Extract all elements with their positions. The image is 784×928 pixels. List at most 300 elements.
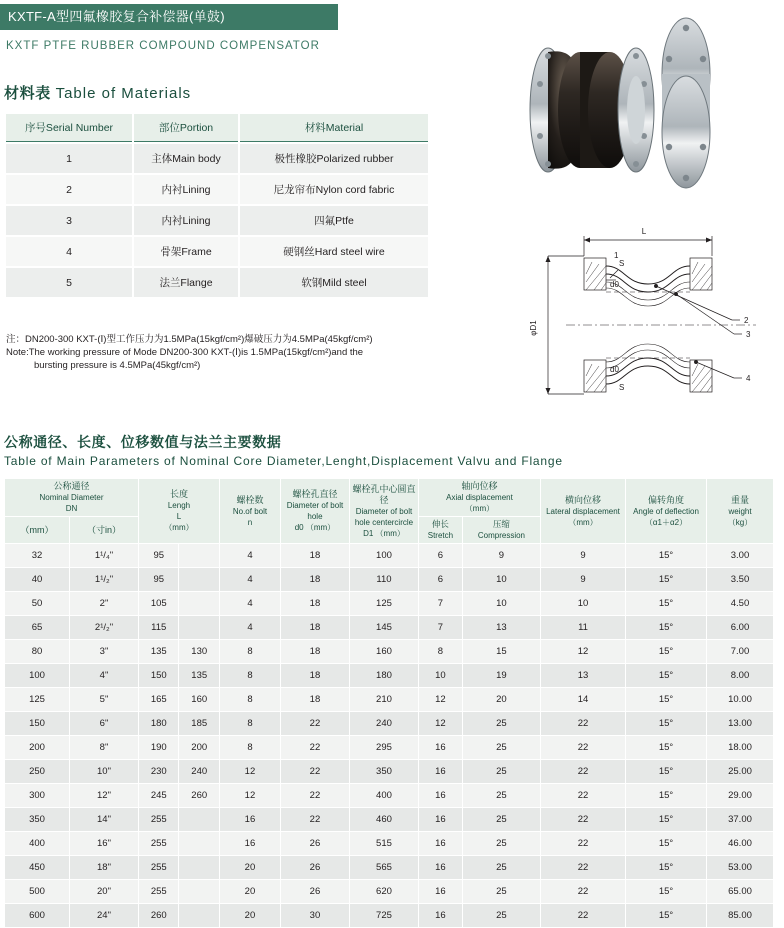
cell-dn-mm: 32 <box>5 544 69 567</box>
cell-angle: 15° <box>626 664 706 687</box>
cell-d0: 22 <box>281 760 349 783</box>
col-weight-cn: 重量 <box>730 494 749 505</box>
cell-len-b: 240 <box>179 760 218 783</box>
cell-weight: 4.50 <box>707 592 773 615</box>
col-stretch-en: Stretch <box>427 531 454 540</box>
cell-angle: 15° <box>626 880 706 903</box>
cell-dn-mm: 200 <box>5 736 69 759</box>
cell-len-b <box>179 904 218 927</box>
cell-weight: 10.00 <box>707 688 773 711</box>
cell-stretch: 16 <box>419 736 462 759</box>
col-compress-cn: 压缩 <box>492 519 510 529</box>
cell-bolt-n: 12 <box>220 760 280 783</box>
cell-len-a: 245 <box>139 784 178 807</box>
cell-weight: 3.00 <box>707 544 773 567</box>
product-photo <box>516 14 778 214</box>
col-bolt-number <box>220 479 280 543</box>
cell-dn-in: 2¹/₂" <box>70 616 138 639</box>
cell-dn-in: 3" <box>70 640 138 663</box>
col-dn-en: Nominal Diameter <box>39 493 104 502</box>
cell-dn-mm: 40 <box>5 568 69 591</box>
cell-stretch: 16 <box>419 808 462 831</box>
cell-bolt-n: 20 <box>220 880 280 903</box>
col-dn-sym: DN <box>65 504 78 513</box>
cell-d1: 400 <box>350 784 418 807</box>
cell-compress: 25 <box>463 856 540 879</box>
dim-label-d1: φD1 <box>529 320 538 336</box>
cell-lateral: 13 <box>541 664 625 687</box>
col-lateral-en: Lateral displacement <box>546 506 620 516</box>
callout-3: 3 <box>746 330 751 339</box>
col-bolt-hole-circle <box>350 479 418 543</box>
cell-len-b <box>179 544 218 567</box>
cell-angle: 15° <box>626 592 706 615</box>
cell-len-b <box>179 832 218 855</box>
callout-1: 1 <box>614 251 619 260</box>
cell-weight: 6.00 <box>707 616 773 639</box>
col-axial-displacement <box>419 479 540 516</box>
cell-stretch: 10 <box>419 664 462 687</box>
cell-dn-mm: 400 <box>5 832 69 855</box>
cell-dn-in: 16" <box>70 832 138 855</box>
col-bolt-hole-diameter <box>281 479 349 543</box>
col-lateral-cn: 横向位移 <box>564 494 601 505</box>
cell-angle: 15° <box>626 808 706 831</box>
cell-angle: 15° <box>626 568 706 591</box>
cell-len-b: 260 <box>179 784 218 807</box>
col-angle-cn: 偏转角度 <box>647 494 684 505</box>
cell-material: 四氟Ptfe <box>240 206 428 235</box>
table-row <box>5 592 773 615</box>
table-row <box>5 568 773 591</box>
cell-material: 尼龙帘布Nylon cord fabric <box>240 175 428 204</box>
cell-d0: 18 <box>281 688 349 711</box>
cell-compress: 25 <box>463 880 540 903</box>
cell-angle: 15° <box>626 688 706 711</box>
col-serial: 序号Serial Number <box>6 114 132 142</box>
col-nominal-diameter <box>5 479 138 516</box>
table-row <box>5 736 773 759</box>
col-weight-en: weight <box>728 506 752 516</box>
cell-bolt-n: 12 <box>220 784 280 807</box>
table-row <box>5 856 773 879</box>
cell-d0: 26 <box>281 856 349 879</box>
cell-len-a: 115 <box>139 616 178 639</box>
col-len-sym: L <box>176 512 182 521</box>
params-heading-cn: 公称通径、长度、位移数值与法兰主要数据 <box>4 434 282 450</box>
param-header-row-1 <box>5 479 773 516</box>
cell-dn-in: 1¹/₄" <box>70 544 138 567</box>
cell-bolt-n: 4 <box>220 592 280 615</box>
cell-compress: 10 <box>463 568 540 591</box>
cell-compress: 19 <box>463 664 540 687</box>
params-heading-en: Table of Main Parameters of Nominal Core Diameter,Lenght,Displacement Valvu and Flange <box>4 454 563 468</box>
cell-len-a: 150 <box>139 664 178 687</box>
col-weight-unit: （kg） <box>727 517 753 527</box>
cell-d0: 18 <box>281 568 349 591</box>
cell-len-b: 160 <box>179 688 218 711</box>
cell-weight: 25.00 <box>707 760 773 783</box>
cell-angle: 15° <box>626 544 706 567</box>
table-header-row <box>6 114 428 142</box>
cell-portion: 骨架Frame <box>134 237 238 266</box>
cell-stretch: 16 <box>419 832 462 855</box>
param-body <box>5 544 773 927</box>
col-lateral-unit: （mm） <box>568 517 598 527</box>
cell-len-a: 105 <box>139 592 178 615</box>
cell-angle: 15° <box>626 640 706 663</box>
cell-compress: 25 <box>463 712 540 735</box>
col-axial-cn: 轴向位移 <box>461 481 498 491</box>
cell-len-b: 185 <box>179 712 218 735</box>
col-boltdia-cn: 螺栓孔直径 <box>292 489 338 499</box>
table-row <box>6 206 428 235</box>
materials-heading <box>4 82 191 103</box>
cell-compress: 15 <box>463 640 540 663</box>
materials-heading-en: Table of Materials <box>55 85 192 102</box>
cell-dn-in: 4" <box>70 664 138 687</box>
callout-2: 2 <box>744 316 749 325</box>
table-row <box>5 880 773 903</box>
cell-len-a: 95 <box>139 568 178 591</box>
table-row <box>5 664 773 687</box>
page-title: KXTF-A型四氟橡胶复合补偿器(单鼓) <box>0 4 338 30</box>
cell-material: 硬钢丝Hard steel wire <box>240 237 428 266</box>
cell-bolt-n: 8 <box>220 664 280 687</box>
cell-len-b: 130 <box>179 640 218 663</box>
table-row <box>6 175 428 204</box>
cell-lateral: 9 <box>541 568 625 591</box>
cell-angle: 15° <box>626 616 706 639</box>
cell-angle: 15° <box>626 712 706 735</box>
col-dn-cn: 公称通径 <box>53 481 90 491</box>
cell-d0: 18 <box>281 664 349 687</box>
col-boltnum-cn: 螺栓数 <box>236 494 264 505</box>
cell-dn-in: 1¹/₂" <box>70 568 138 591</box>
cell-len-b <box>179 808 218 831</box>
dim-label-l: L <box>641 227 647 236</box>
note-line-1: 注：DN200-300 KXT-(Ⅰ)型工作压力为1.5MPa(15kgf/cm²)爆破压力为4.5MPa(45kgf/cm²) <box>6 334 373 345</box>
cell-lateral: 22 <box>541 880 625 903</box>
col-pcd-sym: D1 （mm） <box>363 528 405 538</box>
cell-portion: 主体Main body <box>134 144 238 173</box>
cell-lateral: 10 <box>541 592 625 615</box>
cell-compress: 25 <box>463 784 540 807</box>
cell-d1: 725 <box>350 904 418 927</box>
col-length <box>139 479 219 543</box>
cell-d1: 100 <box>350 544 418 567</box>
col-compress-en: Compression <box>477 531 525 540</box>
cell-lateral: 11 <box>541 616 625 639</box>
cell-bolt-n: 20 <box>220 904 280 927</box>
cell-bolt-n: 4 <box>220 544 280 567</box>
col-len-cn: 长度 <box>169 489 188 499</box>
cell-len-b: 200 <box>179 736 218 759</box>
cell-angle: 15° <box>626 736 706 759</box>
cell-stretch: 7 <box>419 616 462 639</box>
cell-lateral: 22 <box>541 784 625 807</box>
cell-stretch: 8 <box>419 640 462 663</box>
cell-compress: 25 <box>463 736 540 759</box>
cell-len-a: 230 <box>139 760 178 783</box>
note-block <box>6 333 436 372</box>
col-len-unit: （mm） <box>164 523 194 532</box>
col-boltdia-sym: d0 （mm） <box>294 523 336 532</box>
cell-stretch: 16 <box>419 880 462 903</box>
cell-lateral: 22 <box>541 760 625 783</box>
cell-angle: 15° <box>626 856 706 879</box>
cell-dn-in: 10" <box>70 760 138 783</box>
cell-serial: 1 <box>6 144 132 173</box>
cell-portion: 内衬Lining <box>134 175 238 204</box>
technical-drawing <box>506 222 780 418</box>
table-row <box>5 616 773 639</box>
cell-d1: 210 <box>350 688 418 711</box>
cell-dn-mm: 500 <box>5 880 69 903</box>
cell-dn-mm: 350 <box>5 808 69 831</box>
cell-len-a: 260 <box>139 904 178 927</box>
cell-compress: 25 <box>463 904 540 927</box>
table-row <box>5 808 773 831</box>
cell-stretch: 12 <box>419 712 462 735</box>
table-row <box>5 712 773 735</box>
col-dn-mm: （mm） <box>5 517 69 543</box>
col-stretch-cn: 伸长 <box>431 519 449 529</box>
cell-weight: 53.00 <box>707 856 773 879</box>
cell-len-a: 190 <box>139 736 178 759</box>
cell-d0: 22 <box>281 712 349 735</box>
cell-serial: 3 <box>6 206 132 235</box>
table-row <box>5 904 773 927</box>
materials-heading-cn: 材料表 <box>4 85 51 102</box>
cell-weight: 85.00 <box>707 904 773 927</box>
col-weight <box>707 479 773 543</box>
cell-compress: 25 <box>463 832 540 855</box>
cell-compress: 20 <box>463 688 540 711</box>
cell-stretch: 16 <box>419 904 462 927</box>
cell-dn-mm: 250 <box>5 760 69 783</box>
col-boltnum-en: No.of bolt <box>232 506 268 516</box>
cell-len-a: 180 <box>139 712 178 735</box>
cell-weight: 65.00 <box>707 880 773 903</box>
cell-d1: 240 <box>350 712 418 735</box>
cell-lateral: 22 <box>541 832 625 855</box>
cell-serial: 2 <box>6 175 132 204</box>
cell-d1: 565 <box>350 856 418 879</box>
cell-dn-in: 12" <box>70 784 138 807</box>
cell-d1: 515 <box>350 832 418 855</box>
cell-weight: 29.00 <box>707 784 773 807</box>
col-dn-inch: （寸in） <box>70 517 138 543</box>
cell-bolt-n: 8 <box>220 640 280 663</box>
cell-dn-mm: 50 <box>5 592 69 615</box>
cell-stretch: 12 <box>419 688 462 711</box>
cell-lateral: 12 <box>541 640 625 663</box>
table-row <box>5 832 773 855</box>
cell-bolt-n: 20 <box>220 856 280 879</box>
cell-dn-in: 14" <box>70 808 138 831</box>
cell-stretch: 6 <box>419 568 462 591</box>
col-axial-unit: （mm） <box>464 504 495 513</box>
note-line-3: bursting pressure is 4.5MPa(45kgf/cm²) <box>34 360 201 371</box>
cell-weight: 37.00 <box>707 808 773 831</box>
cell-dn-in: 2" <box>70 592 138 615</box>
cell-stretch: 6 <box>419 544 462 567</box>
cell-d0: 22 <box>281 808 349 831</box>
cell-len-a: 255 <box>139 880 178 903</box>
cell-d1: 180 <box>350 664 418 687</box>
table-row <box>6 144 428 173</box>
cell-weight: 3.50 <box>707 568 773 591</box>
table-row <box>6 268 428 297</box>
table-row <box>5 784 773 807</box>
cell-len-a: 255 <box>139 808 178 831</box>
cell-dn-in: 6" <box>70 712 138 735</box>
dim-label-s-upper: S <box>619 259 625 268</box>
cell-dn-in: 20" <box>70 880 138 903</box>
cell-weight: 7.00 <box>707 640 773 663</box>
cell-d0: 18 <box>281 616 349 639</box>
col-stretch <box>419 517 462 543</box>
cell-compress: 25 <box>463 760 540 783</box>
cell-d0: 30 <box>281 904 349 927</box>
col-axial-en: Axial displacement <box>446 493 513 502</box>
materials-table <box>4 112 430 299</box>
cell-lateral: 14 <box>541 688 625 711</box>
cell-weight: 18.00 <box>707 736 773 759</box>
col-pcd-cn: 螺栓孔中心圆直径 <box>352 483 416 505</box>
cell-lateral: 22 <box>541 736 625 759</box>
cell-dn-mm: 125 <box>5 688 69 711</box>
cell-dn-in: 18" <box>70 856 138 879</box>
cell-bolt-n: 16 <box>220 808 280 831</box>
page-subtitle: KXTF PTFE RUBBER COMPOUND COMPENSATOR <box>6 40 320 52</box>
cell-d1: 295 <box>350 736 418 759</box>
cell-dn-in: 8" <box>70 736 138 759</box>
table-row <box>5 544 773 567</box>
cell-dn-mm: 100 <box>5 664 69 687</box>
col-angle-deflection <box>626 479 706 543</box>
col-angle-en: Angle of deflection <box>633 506 699 516</box>
cell-lateral: 22 <box>541 808 625 831</box>
table-row <box>6 237 428 266</box>
cell-lateral: 22 <box>541 712 625 735</box>
cell-lateral: 22 <box>541 856 625 879</box>
cell-weight: 8.00 <box>707 664 773 687</box>
cell-d0: 18 <box>281 544 349 567</box>
cell-d0: 22 <box>281 784 349 807</box>
cell-bolt-n: 16 <box>220 832 280 855</box>
col-boltnum-sym: n <box>247 517 253 527</box>
cell-d1: 460 <box>350 808 418 831</box>
table-row <box>5 760 773 783</box>
col-angle-unit: （α1＋α2） <box>644 517 688 527</box>
cell-material: 软钢Mild steel <box>240 268 428 297</box>
cell-d0: 26 <box>281 880 349 903</box>
cell-stretch: 16 <box>419 760 462 783</box>
cell-serial: 5 <box>6 268 132 297</box>
cell-len-b: 135 <box>179 664 218 687</box>
cell-len-a: 255 <box>139 832 178 855</box>
cell-d1: 160 <box>350 640 418 663</box>
cell-compress: 13 <box>463 616 540 639</box>
callout-4: 4 <box>746 374 751 383</box>
cell-lateral: 9 <box>541 544 625 567</box>
cell-len-a: 255 <box>139 856 178 879</box>
cell-d1: 145 <box>350 616 418 639</box>
cell-bolt-n: 4 <box>220 568 280 591</box>
col-len-en: Lengh <box>167 501 191 510</box>
cell-dn-mm: 450 <box>5 856 69 879</box>
cell-dn-in: 5" <box>70 688 138 711</box>
cell-weight: 13.00 <box>707 712 773 735</box>
cell-lateral: 22 <box>541 904 625 927</box>
cell-d0: 18 <box>281 640 349 663</box>
cell-angle: 15° <box>626 760 706 783</box>
cell-len-b <box>179 568 218 591</box>
cell-d0: 22 <box>281 736 349 759</box>
col-boltdia-en: Diameter of bolt hole <box>286 501 344 521</box>
col-portion: 部位Portion <box>134 114 238 142</box>
cell-stretch: 7 <box>419 592 462 615</box>
cell-portion: 内衬Lining <box>134 206 238 235</box>
cell-len-b <box>179 616 218 639</box>
col-pcd-en: Diameter of bolt hole centercircle <box>354 506 414 527</box>
cell-compress: 10 <box>463 592 540 615</box>
cell-len-b <box>179 592 218 615</box>
cell-len-a: 135 <box>139 640 178 663</box>
cell-dn-mm: 600 <box>5 904 69 927</box>
dim-label-d0-lower: d0 <box>610 365 619 374</box>
cell-d0: 26 <box>281 832 349 855</box>
cell-len-b <box>179 856 218 879</box>
cell-serial: 4 <box>6 237 132 266</box>
cell-d1: 125 <box>350 592 418 615</box>
cell-d1: 620 <box>350 880 418 903</box>
cell-len-a: 165 <box>139 688 178 711</box>
cell-d1: 350 <box>350 760 418 783</box>
cell-angle: 15° <box>626 832 706 855</box>
col-material: 材料Material <box>240 114 428 142</box>
cell-dn-mm: 300 <box>5 784 69 807</box>
cell-dn-in: 24" <box>70 904 138 927</box>
cell-portion: 法兰Flange <box>134 268 238 297</box>
cell-dn-mm: 150 <box>5 712 69 735</box>
cell-bolt-n: 8 <box>220 712 280 735</box>
parameters-table <box>4 478 774 928</box>
cell-len-b <box>179 880 218 903</box>
cell-bolt-n: 8 <box>220 736 280 759</box>
cell-stretch: 16 <box>419 784 462 807</box>
cell-bolt-n: 4 <box>220 616 280 639</box>
note-line-2: Note:The working pressure of Mode DN200-300 KXT-(Ⅰ)is 1.5MPa(15kgf/cm²)and the <box>6 347 364 358</box>
dim-label-d0-upper: d0 <box>610 280 619 289</box>
dim-label-s-lower: S <box>619 383 625 392</box>
table-row <box>5 640 773 663</box>
cell-angle: 15° <box>626 904 706 927</box>
cell-weight: 46.00 <box>707 832 773 855</box>
col-lateral-displacement <box>541 479 625 543</box>
cell-stretch: 16 <box>419 856 462 879</box>
cell-bolt-n: 8 <box>220 688 280 711</box>
cell-dn-mm: 65 <box>5 616 69 639</box>
cell-compress: 9 <box>463 544 540 567</box>
table-row <box>5 688 773 711</box>
cell-dn-mm: 80 <box>5 640 69 663</box>
cell-d1: 110 <box>350 568 418 591</box>
cell-material: 极性橡胶Polarized rubber <box>240 144 428 173</box>
cell-angle: 15° <box>626 784 706 807</box>
